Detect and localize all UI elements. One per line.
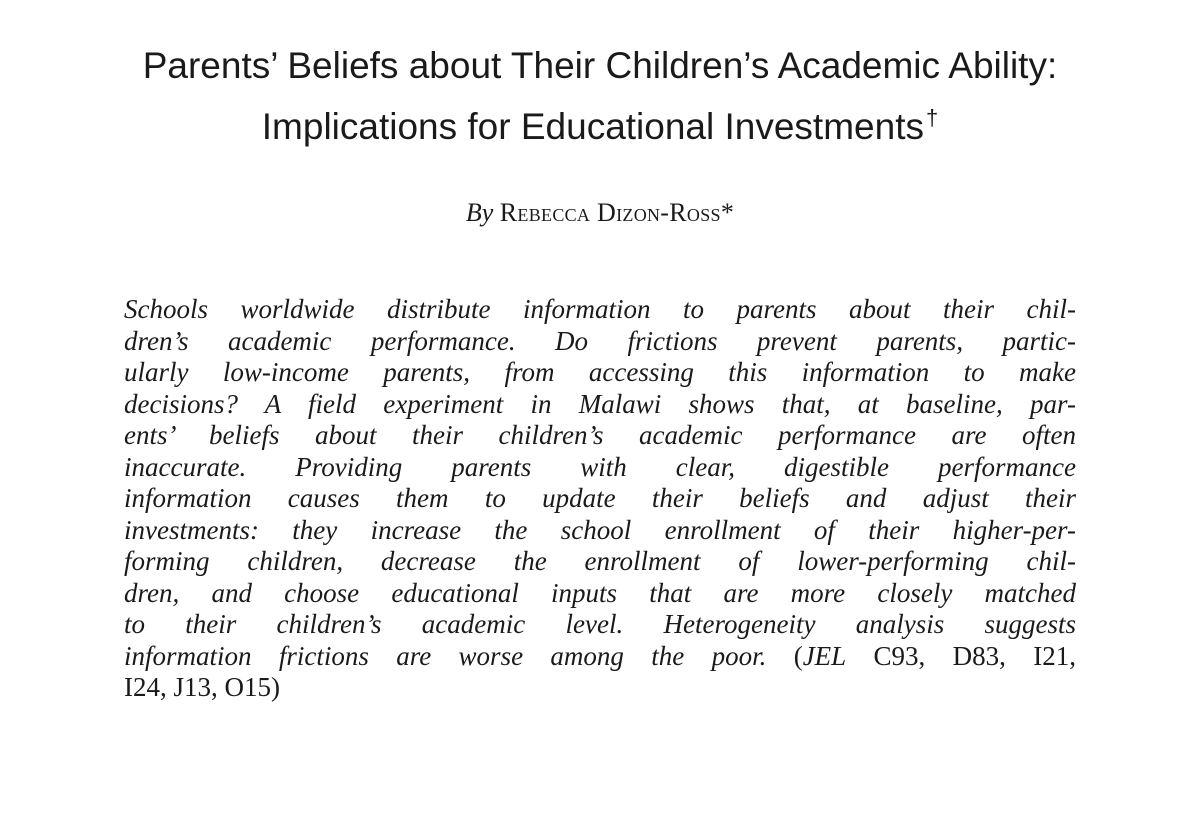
title-line-2: Implications for Educational Investments bbox=[261, 106, 924, 147]
author-name: Rebecca Dizon-Ross* bbox=[499, 198, 735, 227]
title-line-1: Parents’ Beliefs about Their Children’s Academic Ability: bbox=[142, 45, 1058, 86]
jel-codes-line-2: I24, J13, O15) bbox=[124, 672, 280, 702]
abstract-line: information causes them to update their beliefs and adjust their bbox=[124, 483, 1076, 513]
abstract-line: investments: they increase the school enrollment of their higher-per- bbox=[124, 514, 1076, 545]
byline-by: By bbox=[465, 198, 494, 227]
byline bbox=[0, 196, 1200, 230]
jel-open-paren: ( bbox=[766, 640, 803, 671]
abstract-line-with-jel bbox=[124, 641, 1076, 673]
abstract-line: Schools worldwide distribute information to parents about their chil- bbox=[124, 294, 1076, 324]
abstract-line: decisions? A field experiment in Malawi shows that, at baseline, par- bbox=[124, 388, 1076, 419]
abstract-line: dren, and choose educational inputs that are more closely matched bbox=[124, 577, 1076, 608]
abstract bbox=[124, 294, 1076, 704]
paper-title bbox=[0, 40, 1200, 153]
abstract-line-text: information frictions are worse among the poor. bbox=[124, 640, 767, 671]
jel-codes-line-1: C93, D83, I21, bbox=[846, 640, 1076, 671]
abstract-line: inaccurate. Providing parents with clear, digestible performance bbox=[124, 451, 1076, 482]
jel-label: JEL bbox=[802, 640, 847, 671]
abstract-line: forming children, decrease the enrollment of lower-performing chil- bbox=[124, 546, 1076, 576]
abstract-line: ents’ beliefs about their children’s academic performance are often bbox=[124, 420, 1076, 450]
title-dagger: † bbox=[925, 105, 939, 130]
abstract-line: dren’s academic performance. Do frictions prevent parents, partic- bbox=[124, 325, 1076, 356]
abstract-line: to their children’s academic level. Heterogeneity analysis suggests bbox=[124, 609, 1076, 639]
abstract-line: ularly low-income parents, from accessing this information to make bbox=[124, 357, 1076, 387]
